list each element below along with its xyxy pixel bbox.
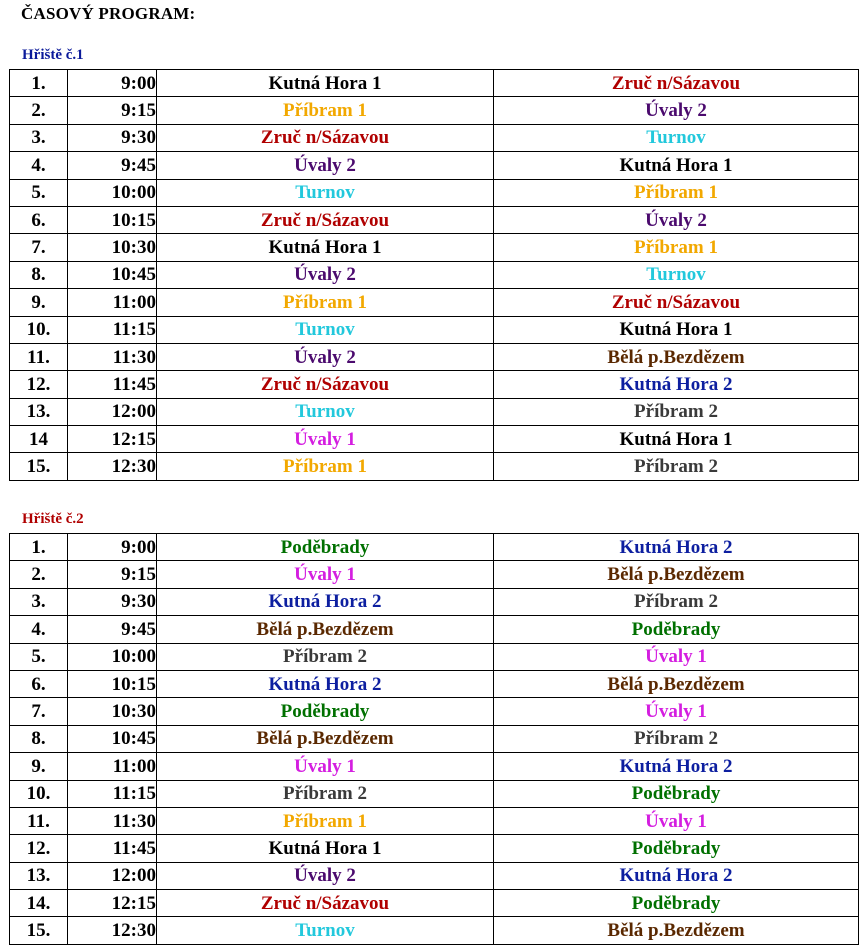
away-team: Příbram 2: [494, 453, 859, 480]
match-number: 3.: [10, 124, 68, 151]
table-row: [10, 179, 859, 206]
match-time: 9:00: [68, 70, 157, 97]
page-title: ČASOVÝ PROGRAM:: [21, 4, 196, 23]
away-team: Příbram 1: [494, 179, 859, 206]
home-team: Turnov: [157, 179, 494, 206]
table-row: [10, 97, 859, 124]
match-time: 11:45: [68, 835, 157, 862]
table-row: [10, 807, 859, 834]
table-row: [10, 588, 859, 615]
home-team: Zruč n/Sázavou: [157, 371, 494, 398]
away-team: Kutná Hora 2: [494, 371, 859, 398]
match-number: 7.: [10, 698, 68, 725]
away-team: Zruč n/Sázavou: [494, 289, 859, 316]
home-team: Kutná Hora 1: [157, 835, 494, 862]
table-row: [10, 643, 859, 670]
home-team: Kutná Hora 1: [157, 234, 494, 261]
home-team: Příbram 1: [157, 97, 494, 124]
away-team: Kutná Hora 2: [494, 862, 859, 889]
away-team: Úvaly 2: [494, 206, 859, 233]
home-team: Turnov: [157, 398, 494, 425]
match-number: 13.: [10, 398, 68, 425]
table-row: [10, 70, 859, 97]
match-number: 1.: [10, 534, 68, 561]
away-team: Bělá p.Bezdězem: [494, 343, 859, 370]
home-team: Zruč n/Sázavou: [157, 206, 494, 233]
match-time: 9:15: [68, 561, 157, 588]
match-time: 9:45: [68, 152, 157, 179]
match-time: 10:30: [68, 698, 157, 725]
away-team: Úvaly 1: [494, 807, 859, 834]
home-team: Kutná Hora 1: [157, 70, 494, 97]
table-row: [10, 670, 859, 697]
table-row: [10, 616, 859, 643]
home-team: Turnov: [157, 316, 494, 343]
match-number: 5.: [10, 643, 68, 670]
match-number: 8.: [10, 725, 68, 752]
home-team: Úvaly 2: [157, 343, 494, 370]
home-team: Zruč n/Sázavou: [157, 890, 494, 917]
home-team: Bělá p.Bezdězem: [157, 616, 494, 643]
table-row: [10, 753, 859, 780]
match-time: 12:00: [68, 398, 157, 425]
home-team: Úvaly 1: [157, 561, 494, 588]
match-time: 10:45: [68, 261, 157, 288]
match-time: 10:30: [68, 234, 157, 261]
away-team: Turnov: [494, 261, 859, 288]
away-team: Úvaly 1: [494, 698, 859, 725]
match-time: 11:30: [68, 807, 157, 834]
away-team: Příbram 2: [494, 398, 859, 425]
match-number: 9.: [10, 753, 68, 780]
match-time: 9:45: [68, 616, 157, 643]
away-team: Příbram 1: [494, 234, 859, 261]
away-team: Úvaly 2: [494, 97, 859, 124]
home-team: Příbram 1: [157, 453, 494, 480]
table-row: [10, 261, 859, 288]
match-number: 5.: [10, 179, 68, 206]
table-row: [10, 289, 859, 316]
match-number: 15.: [10, 917, 68, 944]
match-time: 11:45: [68, 371, 157, 398]
away-team: Úvaly 1: [494, 643, 859, 670]
match-time: 10:15: [68, 206, 157, 233]
home-team: Turnov: [157, 917, 494, 944]
match-number: 11.: [10, 343, 68, 370]
away-team: Kutná Hora 2: [494, 753, 859, 780]
match-number: 8.: [10, 261, 68, 288]
match-number: 10.: [10, 316, 68, 343]
away-team: Příbram 2: [494, 725, 859, 752]
match-time: 10:00: [68, 643, 157, 670]
match-time: 9:30: [68, 588, 157, 615]
pitch-2-schedule-table: [9, 533, 859, 945]
match-time: 9:30: [68, 124, 157, 151]
home-team: Úvaly 2: [157, 862, 494, 889]
away-team: Bělá p.Bezdězem: [494, 670, 859, 697]
table-row: [10, 453, 859, 480]
home-team: Příbram 1: [157, 289, 494, 316]
match-time: 11:30: [68, 343, 157, 370]
match-number: 7.: [10, 234, 68, 261]
match-time: 10:15: [68, 670, 157, 697]
away-team: Kutná Hora 2: [494, 534, 859, 561]
table-row: [10, 371, 859, 398]
home-team: Úvaly 1: [157, 753, 494, 780]
match-number: 6.: [10, 206, 68, 233]
table-row: [10, 124, 859, 151]
match-number: 14.: [10, 890, 68, 917]
table-row: [10, 835, 859, 862]
away-team: Bělá p.Bezdězem: [494, 917, 859, 944]
match-number: 4.: [10, 616, 68, 643]
home-team: Příbram 1: [157, 807, 494, 834]
home-team: Kutná Hora 2: [157, 588, 494, 615]
match-time: 11:15: [68, 316, 157, 343]
away-team: Kutná Hora 1: [494, 152, 859, 179]
match-time: 12:15: [68, 426, 157, 453]
pitch-1-schedule-body: [10, 70, 859, 481]
match-number: 3.: [10, 588, 68, 615]
match-time: 11:15: [68, 780, 157, 807]
table-row: [10, 316, 859, 343]
home-team: Kutná Hora 2: [157, 670, 494, 697]
away-team: Kutná Hora 1: [494, 316, 859, 343]
table-row: [10, 426, 859, 453]
table-row: [10, 398, 859, 425]
pitch-2-label: Hřiště č.2: [22, 511, 84, 527]
away-team: Příbram 2: [494, 588, 859, 615]
match-number: 12.: [10, 371, 68, 398]
match-time: 9:00: [68, 534, 157, 561]
home-team: Poděbrady: [157, 534, 494, 561]
match-number: 15.: [10, 453, 68, 480]
table-row: [10, 780, 859, 807]
home-team: Bělá p.Bezdězem: [157, 725, 494, 752]
match-number: 6.: [10, 670, 68, 697]
match-time: 12:15: [68, 890, 157, 917]
match-time: 12:30: [68, 917, 157, 944]
match-number: 12.: [10, 835, 68, 862]
table-row: [10, 152, 859, 179]
pitch-2-schedule-body: [10, 534, 859, 945]
table-row: [10, 698, 859, 725]
home-team: Příbram 2: [157, 780, 494, 807]
match-number: 13.: [10, 862, 68, 889]
match-time: 11:00: [68, 753, 157, 780]
match-time: 12:30: [68, 453, 157, 480]
away-team: Poděbrady: [494, 780, 859, 807]
table-row: [10, 725, 859, 752]
home-team: Příbram 2: [157, 643, 494, 670]
away-team: Bělá p.Bezdězem: [494, 561, 859, 588]
match-number: 9.: [10, 289, 68, 316]
away-team: Poděbrady: [494, 890, 859, 917]
table-row: [10, 890, 859, 917]
table-row: [10, 234, 859, 261]
away-team: Kutná Hora 1: [494, 426, 859, 453]
away-team: Turnov: [494, 124, 859, 151]
table-row: [10, 917, 859, 944]
home-team: Úvaly 2: [157, 261, 494, 288]
away-team: Zruč n/Sázavou: [494, 70, 859, 97]
match-number: 10.: [10, 780, 68, 807]
match-number: 11.: [10, 807, 68, 834]
away-team: Poděbrady: [494, 616, 859, 643]
match-time: 10:00: [68, 179, 157, 206]
match-number: 1.: [10, 70, 68, 97]
home-team: Úvaly 1: [157, 426, 494, 453]
away-team: Poděbrady: [494, 835, 859, 862]
home-team: Úvaly 2: [157, 152, 494, 179]
match-time: 10:45: [68, 725, 157, 752]
table-row: [10, 862, 859, 889]
pitch-1-label: Hřiště č.1: [22, 47, 84, 63]
match-time: 12:00: [68, 862, 157, 889]
match-time: 9:15: [68, 97, 157, 124]
table-row: [10, 343, 859, 370]
home-team: Zruč n/Sázavou: [157, 124, 494, 151]
match-number: 14: [10, 426, 68, 453]
table-row: [10, 561, 859, 588]
home-team: Poděbrady: [157, 698, 494, 725]
table-row: [10, 534, 859, 561]
match-number: 2.: [10, 561, 68, 588]
table-row: [10, 206, 859, 233]
pitch-1-schedule-table: [9, 69, 859, 481]
match-number: 4.: [10, 152, 68, 179]
match-number: 2.: [10, 97, 68, 124]
match-time: 11:00: [68, 289, 157, 316]
